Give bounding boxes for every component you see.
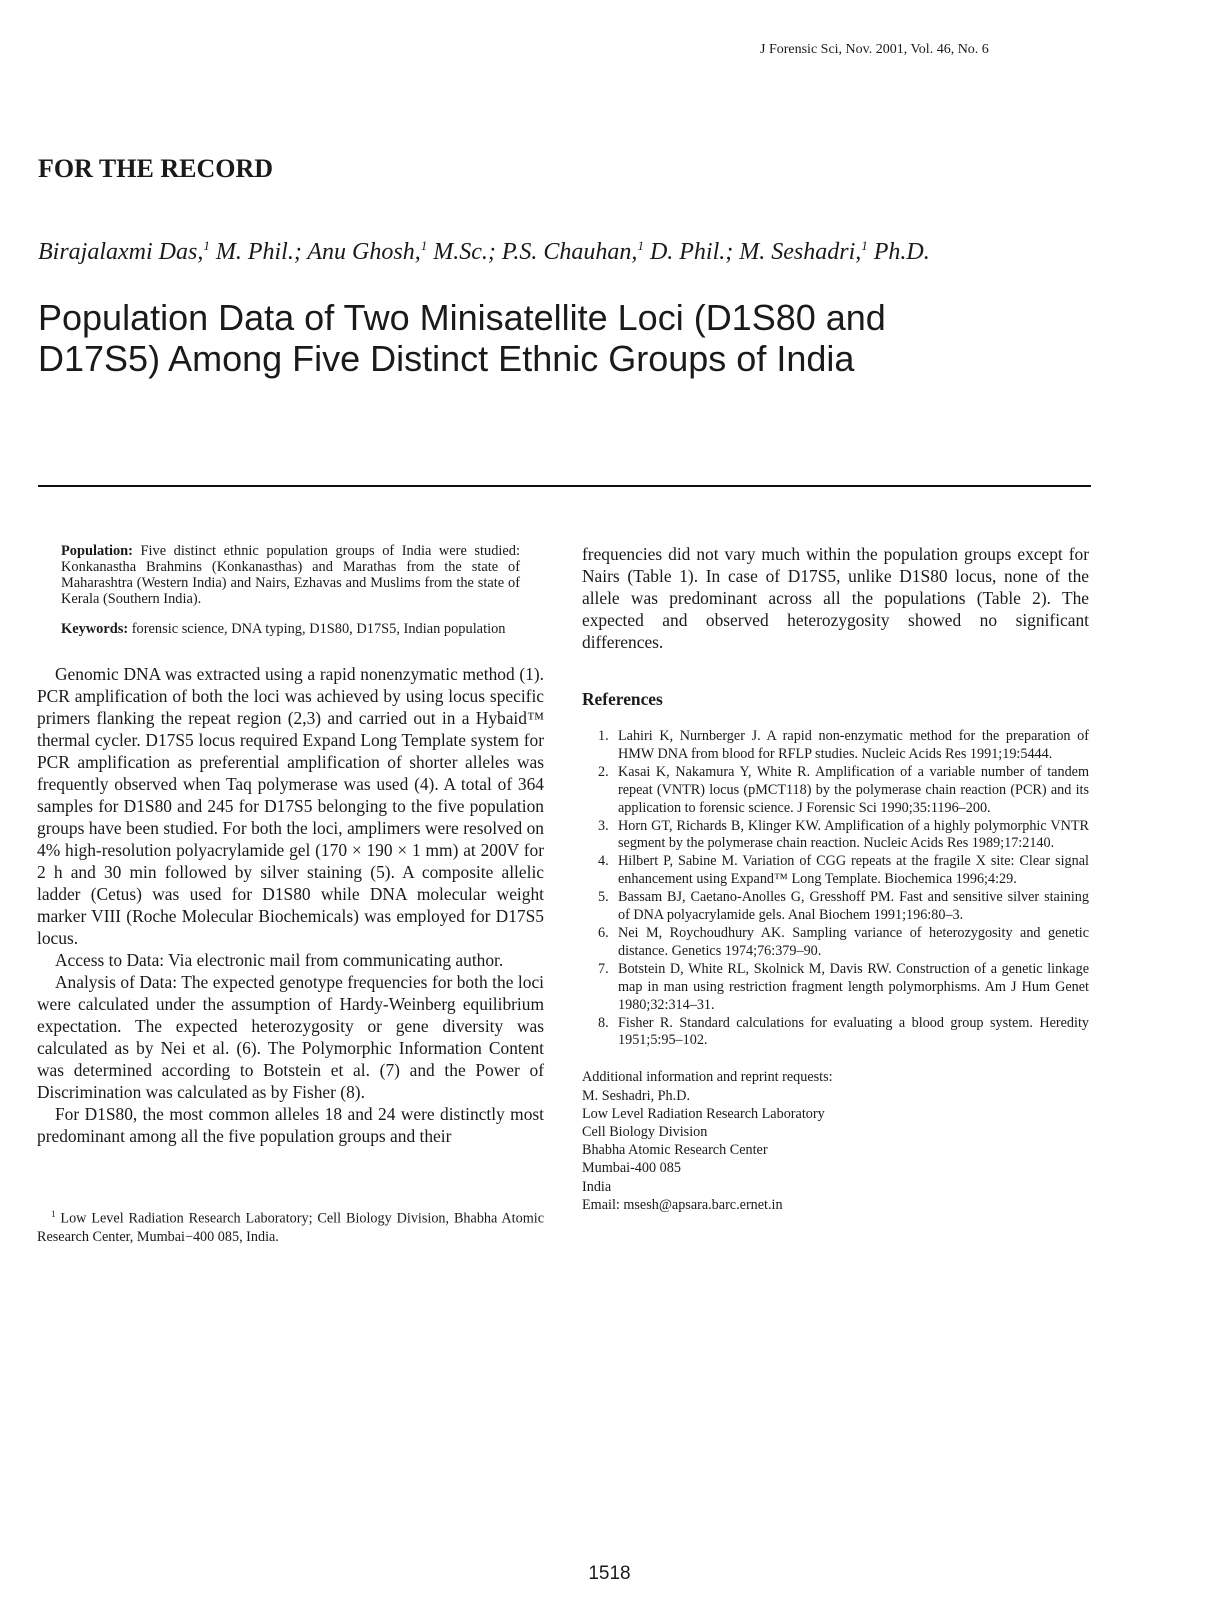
reference-text: Kasai K, Nakamura Y, White R. Amplification of a variable number of tandem repeat (VNTR) locus (pMCT118) by the polymerase chain reaction (PCR) and its application to forensic science. J Forensic Sci 1990;35:1196–200. [618,763,1089,816]
reference-text: Nei M, Roychoudhury AK. Sampling variance of heterozygosity and genetic distance. Genetics 1974;76:379–90. [618,924,1089,959]
contact-email: Email: msesh@apsara.barc.ernet.in [582,1196,783,1213]
reference-item [582,1015,1089,1051]
contact-line: Low Level Radiation Research Laboratory [582,1105,825,1122]
affiliation-marker: 1 [637,238,644,253]
paper-title: Population Data of Two Minisatellite Loci (D1S80 and D17S5) Among Five Distinct Ethnic Groups of India [38,297,886,379]
author-name: M. Seshadri, [733,239,862,265]
body-paragraph: frequencies did not vary much within the population groups except for Nairs (Table 1). In case of D17S5, unlike D1S80 locus, none of the allele was predominant across all the populations (Table 2). The expected and observed heterozygosity showed no significant differences. [582,544,1089,652]
contact-line: Bhabha Atomic Research Center [582,1142,768,1159]
contact-line: Additional information and reprint requests: [582,1069,833,1086]
reference-number: 4. [598,853,609,870]
keywords-label: Keywords: [61,621,129,637]
author-degree: D. Phil.; [643,239,734,265]
body-paragraph: Genomic DNA was extracted using a rapid nonenzymatic method (1). PCR amplification of both the loci was achieved by using locus specific primers flanking the repeat region (2,3) and carried out in a Hybaid™ thermal cycler. D17S5 locus required Expand Long Template system for PCR amplification as preferential amplification of shorter alleles was frequently observed when Taq polymerase was used (4). A total of 364 samples for D1S80 and 245 for D17S5 belonging to the five population groups have been studied. For both the loci, amplimers were resolved on 4% high-resolution polyacrylamide gel (170 × 190 × 1 mm) at 200V for 2 h and 30 min followed by silver staining (5). A composite allelic ladder (Cetus) was used for D1S80 while DNA molecular weight marker VIII (Roche Molecular Biochemicals) was employed for D17S5 locus. [37,664,544,948]
title-divider [38,485,1091,487]
reference-list [582,728,1089,1050]
reference-number: 3. [598,817,609,834]
author-degree: M. Phil.; [209,239,302,265]
reference-item [582,961,1089,1015]
contact-line: M. Seshadri, Ph.D. [582,1087,690,1104]
reference-number: 7. [598,960,609,977]
reference-number: 1. [598,728,609,744]
abstract-keywords [61,621,520,637]
footnote-text: Low Level Radiation Research Laboratory; Cell Biology Division, Bhabha Atomic Research Center, Mumbai−400 085, India. [37,1210,544,1245]
reference-item [582,764,1089,818]
affiliation-footnote [37,1205,544,1246]
left-column [37,543,544,1246]
page-number: 1518 [588,1563,631,1584]
reference-text: Lahiri K, Nurnberger J. A rapid non-enzymatic method for the preparation of HMW DNA from blood for RFLP studies. Nucleic Acids Res 1991;19:5444. [618,728,1089,762]
contact-block [582,1068,1089,1214]
body-paragraph: For D1S80, the most common alleles 18 and 24 were distinctly most predominant among all the five population groups and their [37,1104,544,1146]
reference-item [582,853,1089,889]
contact-line: India [582,1178,612,1195]
reference-text: Hilbert P, Sabine M. Variation of CGG repeats at the fragile X site: Clear signal enhancement using Expand™ Long Template. Biochemica 1996;4:29. [618,853,1089,888]
section-heading: FOR THE RECORD [38,154,273,183]
affiliation-marker: 1 [203,238,210,253]
reference-text: Horn GT, Richards B, Klinger KW. Amplification of a highly polymorphic VNTR segment by the polymerase chain reaction. Nucleic Acids Res 1989;17:2140. [618,817,1089,852]
abstract-population [61,543,520,607]
reference-number: 5. [598,889,609,906]
author-name: Birajalaxmi Das, [38,239,204,265]
reference-text: Bassam BJ, Caetano-Anolles G, Gresshoff PM. Fast and sensitive silver staining of DNA polyacrylamide gels. Anal Biochem 1991;196:80–3. [618,889,1089,924]
reference-number: 6. [598,924,609,941]
reference-number: 8. [598,1014,609,1031]
reference-text: Fisher R. Standard calculations for evaluating a blood group system. Heredity 1951;5:95–102. [618,1014,1089,1049]
journal-citation: J Forensic Sci, Nov. 2001, Vol. 46, No. 6 [760,42,989,57]
reference-number: 2. [598,763,609,780]
reference-item [582,889,1089,925]
affiliation-marker: 1 [861,238,868,253]
author-name: Anu Ghosh, [301,239,421,265]
contact-line: Mumbai-400 085 [582,1160,681,1177]
author-list [38,238,930,266]
body-paragraph: Analysis of Data: The expected genotype frequencies for both the loci were calculated under the assumption of Hardy-Weinberg equilibrium expectation. The expected heterozygosity or gene diversity was calculated as by Nei et al. (6). The Polymorphic Information Content was determined according to Botstein et al. (7) and the Power of Discrimination was calculated as by Fisher (8). [37,972,544,1102]
footnote-marker: 1 [51,1209,56,1219]
right-column [582,543,1089,1214]
population-text: Five distinct ethnic population groups of India were studied: Konkanastha Brahmins (Konkanasthas) and Marathas from the state of Maharashtra (Western India) and Nairs, Ezhavas and Muslims from the state of Kerala (Southern India). [61,543,520,607]
author-degree: Ph.D. [867,239,930,265]
contact-line: Cell Biology Division [582,1123,708,1140]
reference-item [582,818,1089,854]
reference-text: Botstein D, White RL, Skolnick M, Davis RW. Construction of a genetic linkage map in man using restriction fragment length polymorphisms. Am J Hum Genet 1980;32:314–31. [618,960,1089,1013]
author-name: P.S. Chauhan, [495,239,638,265]
body-paragraph: Access to Data: Via electronic mail from communicating author. [55,950,504,970]
reference-item [582,925,1089,961]
keywords-text: forensic science, DNA typing, D1S80, D17S5, Indian population [128,621,506,637]
reference-item [582,728,1089,764]
affiliation-marker: 1 [420,238,428,253]
references-heading: References [582,689,663,709]
population-label: Population: [61,543,133,559]
author-degree: M.Sc.; [427,239,496,265]
